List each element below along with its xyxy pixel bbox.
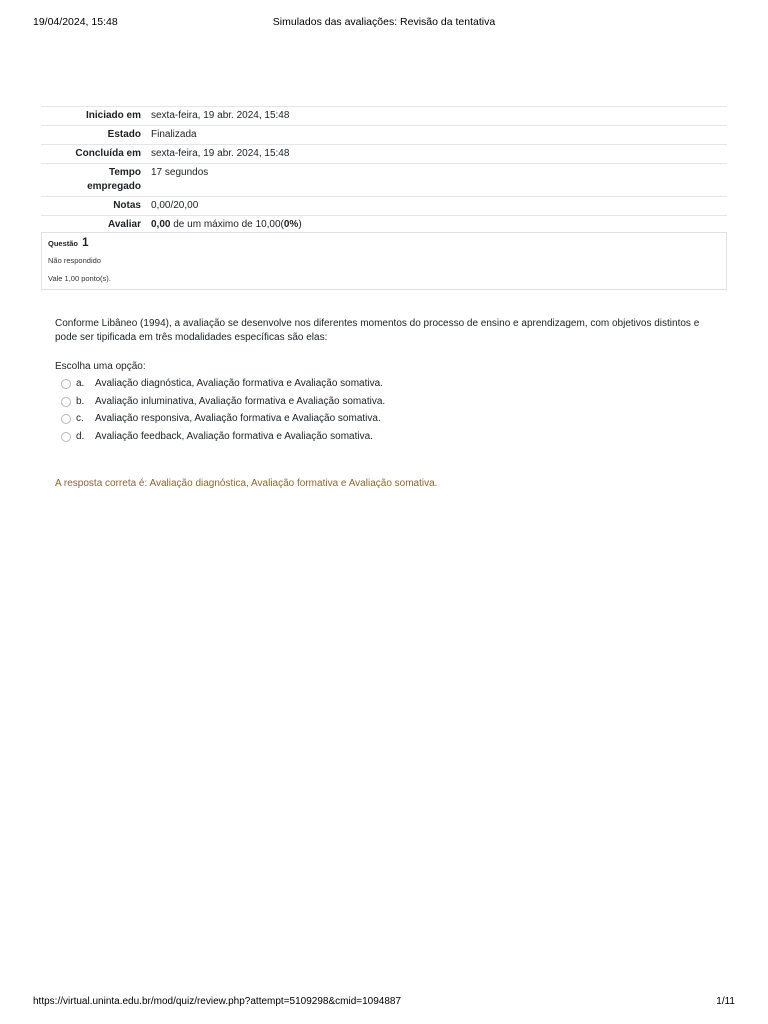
marks-label: Notas [113, 200, 141, 211]
option-letter: d. [76, 430, 85, 442]
grade-max: de um máximo de 10,00( [170, 219, 284, 230]
question-text: Conforme Libâneo (1994), a avaliação se desenvolve nos diferentes momentos do processo de ensino e aprendizagem, com objetivos distintos e pode ser tipificada em três modalidades específicas são elas: [55, 318, 700, 343]
print-header [33, 16, 735, 30]
answer-option-a[interactable] [61, 377, 661, 395]
time-label [41, 164, 151, 197]
started-label: Iniciado em [85, 110, 141, 121]
option-text: Avaliação responsiva, Avaliação formativa e Avaliação somativa. [95, 413, 381, 424]
attempt-summary-table [41, 106, 727, 235]
print-page-title: Simulados das avaliações: Revisão da tentativa [272, 16, 496, 28]
completed-label: Concluída em [75, 148, 141, 159]
radio-button[interactable] [61, 414, 71, 424]
print-datetime: 19/04/2024, 15:48 [33, 16, 118, 28]
radio-button[interactable] [61, 379, 71, 389]
summary-row-completed [41, 145, 727, 164]
option-text: Avaliação diagnóstica, Avaliação formativa e Avaliação somativa. [95, 378, 383, 389]
question-number [48, 237, 89, 249]
question-label: Questão [48, 239, 79, 248]
started-value: sexta-feira, 19 abr. 2024, 15:48 [151, 110, 290, 121]
time-label-line1: Tempo [108, 167, 141, 178]
time-label-line2: empregado [87, 181, 141, 192]
question-mark: Vale 1,00 ponto(s). [48, 274, 111, 283]
print-page-number: 1/11 [716, 996, 735, 1007]
time-value: 17 segundos [151, 167, 209, 178]
marks-value: 0,00/20,00 [151, 200, 199, 211]
grade-percent: 0% [283, 219, 299, 230]
state-label: Estado [107, 129, 141, 140]
answer-options [61, 377, 661, 447]
answer-option-d[interactable] [61, 430, 661, 448]
state-value: Finalizada [151, 129, 197, 140]
answer-option-b[interactable] [61, 395, 661, 413]
question-number-value: 1 [82, 237, 89, 249]
question-info-box [41, 232, 727, 290]
option-letter: b. [76, 395, 85, 407]
answer-option-c[interactable] [61, 412, 661, 430]
grade-close: ) [298, 219, 302, 230]
print-url: https://virtual.uninta.edu.br/mod/quiz/review.php?attempt=5109298&cmid=1094887 [33, 996, 402, 1007]
grade-label: Avaliar [108, 219, 141, 230]
grade-score: 0,00 [151, 219, 171, 230]
summary-row-marks [41, 197, 727, 216]
correct-answer-feedback: A resposta correta é: Avaliação diagnóstica, Avaliação formativa e Avaliação somativa. [55, 478, 438, 489]
radio-button[interactable] [61, 432, 71, 442]
summary-row-state [41, 126, 727, 145]
completed-value: sexta-feira, 19 abr. 2024, 15:48 [151, 148, 290, 159]
radio-button[interactable] [61, 397, 71, 407]
option-letter: a. [76, 378, 85, 389]
option-letter: c. [76, 413, 84, 424]
option-text: Avaliação feedback, Avaliação formativa e Avaliação somativa. [95, 430, 373, 442]
summary-row-time [41, 164, 727, 197]
question-state: Não respondido [48, 256, 101, 265]
summary-row-started [41, 107, 727, 126]
option-text: Avaliação inluminativa, Avaliação formativa e Avaliação somativa. [95, 395, 386, 407]
print-footer [33, 996, 735, 1010]
answer-prompt: Escolha uma opção: [55, 361, 146, 372]
